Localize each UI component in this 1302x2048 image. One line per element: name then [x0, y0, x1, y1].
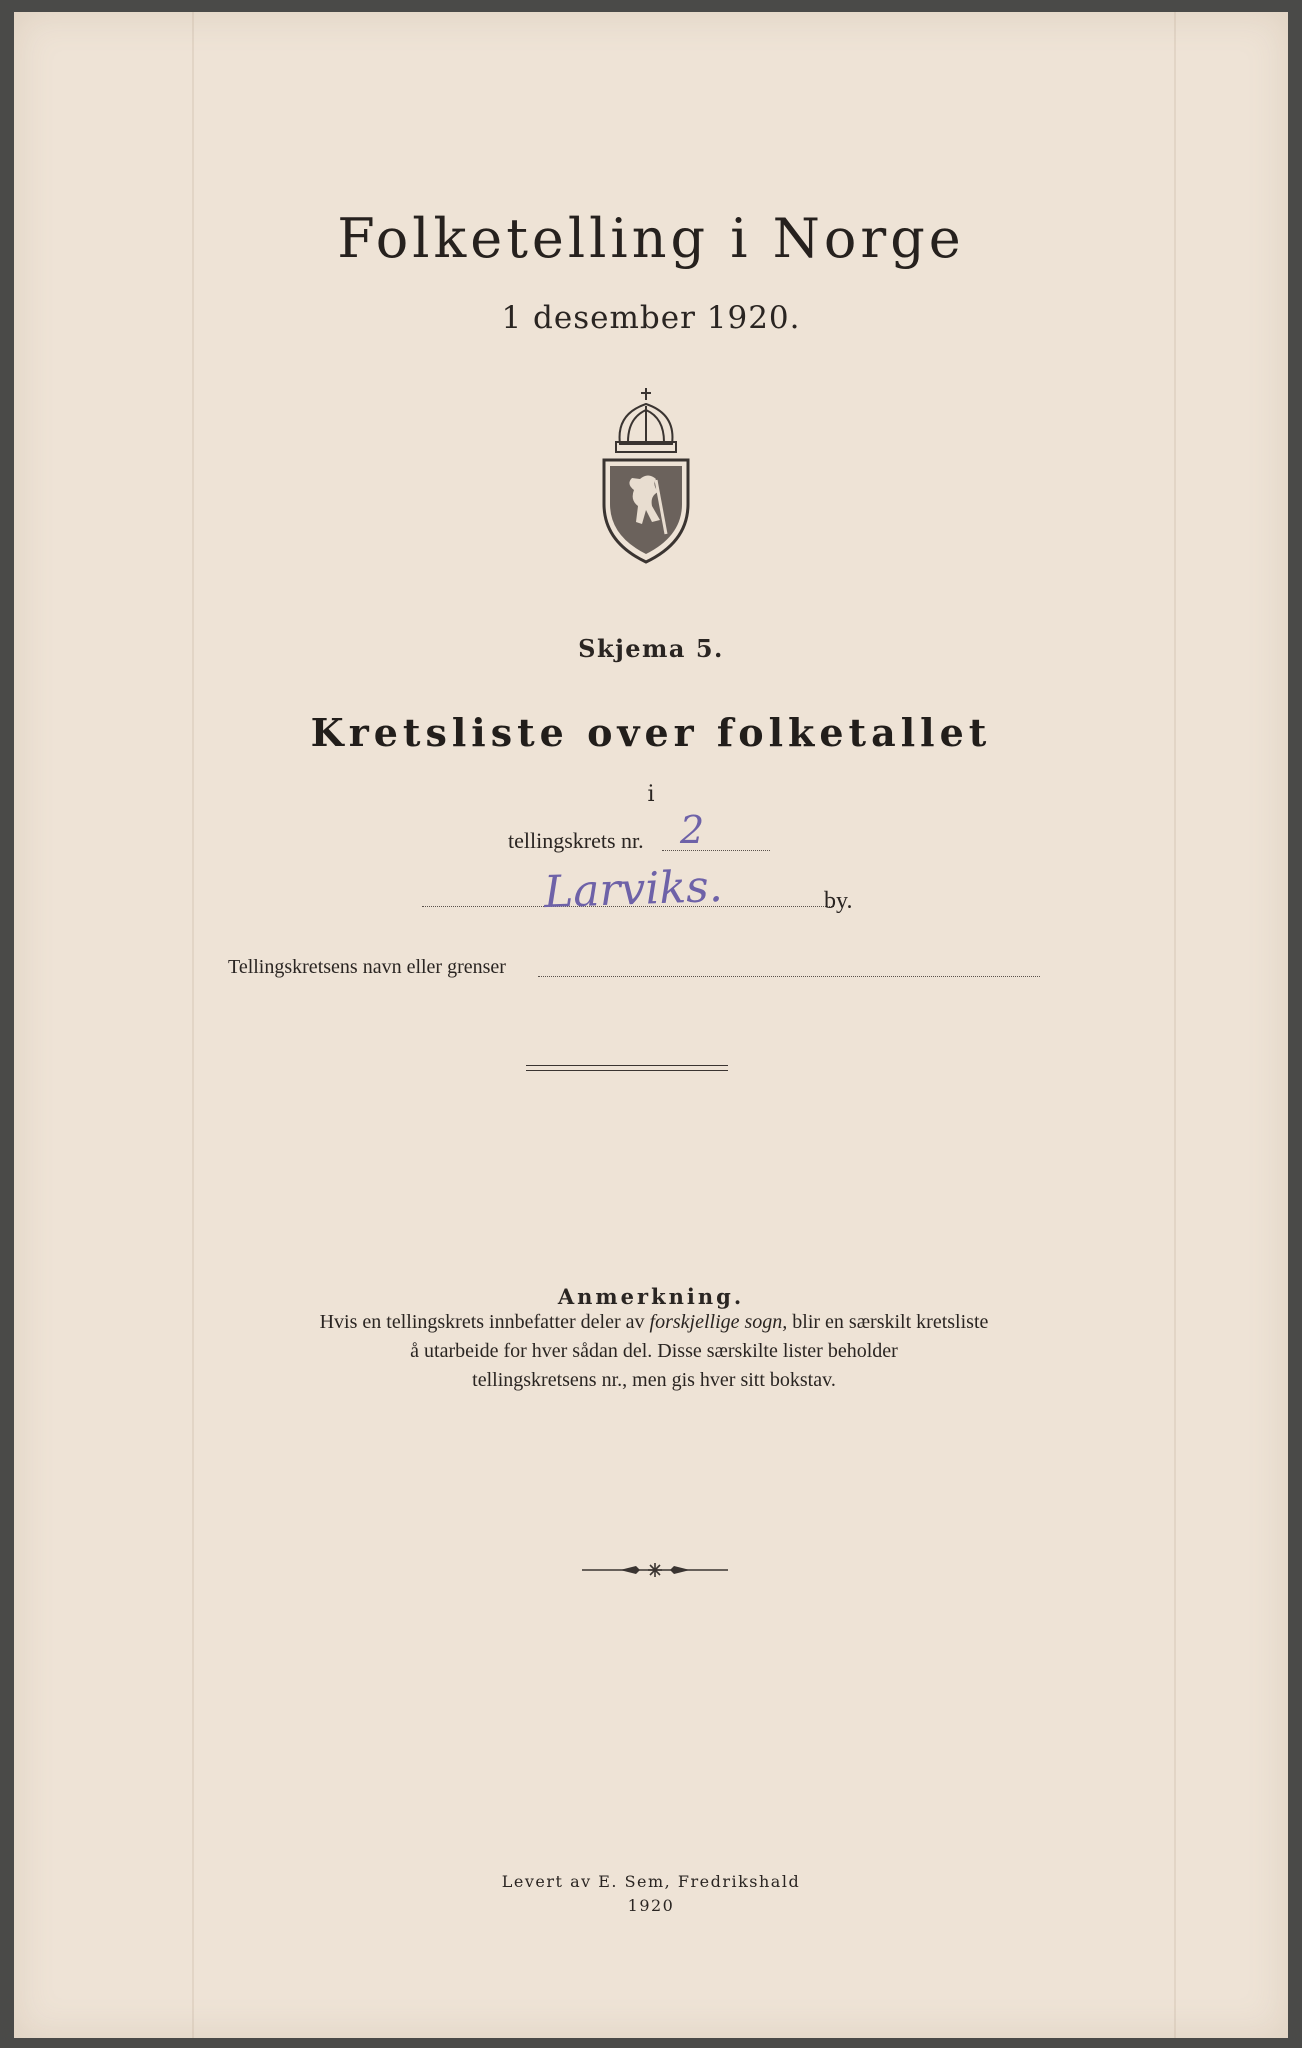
note-line: tellingskretsens nr., men gis hver sitt bokstav. — [472, 1369, 836, 1391]
boundaries-field[interactable] — [538, 976, 1040, 977]
district-number-handwritten: 2 — [680, 808, 705, 852]
divider-rule — [526, 1065, 728, 1066]
preposition-text: i — [647, 782, 655, 807]
printer-imprint — [14, 1870, 1288, 1918]
decorative-ornament — [580, 1560, 730, 1580]
district-label: tellingskrets nr. — [508, 828, 644, 853]
city-suffix: by. — [824, 888, 853, 914]
district-number-field[interactable] — [662, 850, 770, 851]
coat-of-arms-emblem — [596, 384, 696, 564]
schema-label: Skjema 5. — [578, 634, 724, 663]
imprint-line: Levert av E. Sem, Fredrikshald — [501, 1872, 801, 1891]
note-title: Anmerkning. — [557, 1284, 745, 1309]
census-form-page — [14, 12, 1288, 2038]
boundaries-label: Tellingskretsens navn eller grenser — [228, 956, 506, 978]
note-line: å utarbeide for hver sådan del. Disse særskilte lister beholder — [410, 1340, 898, 1362]
divider-rule — [526, 1070, 728, 1071]
census-date: 1 desember 1920. — [501, 300, 801, 336]
note-text — [244, 1308, 1064, 1395]
note-line: Hvis en tellingskrets innbefatter deler av forskjellige sogn, blir en særskilt kretsliste — [319, 1311, 989, 1333]
form-title: Folketelling i Norge — [337, 207, 965, 270]
city-name-handwritten: Larviks. — [543, 860, 724, 919]
form-heading: Kretsliste over folketallet — [310, 710, 992, 755]
imprint-year: 1920 — [627, 1896, 675, 1915]
